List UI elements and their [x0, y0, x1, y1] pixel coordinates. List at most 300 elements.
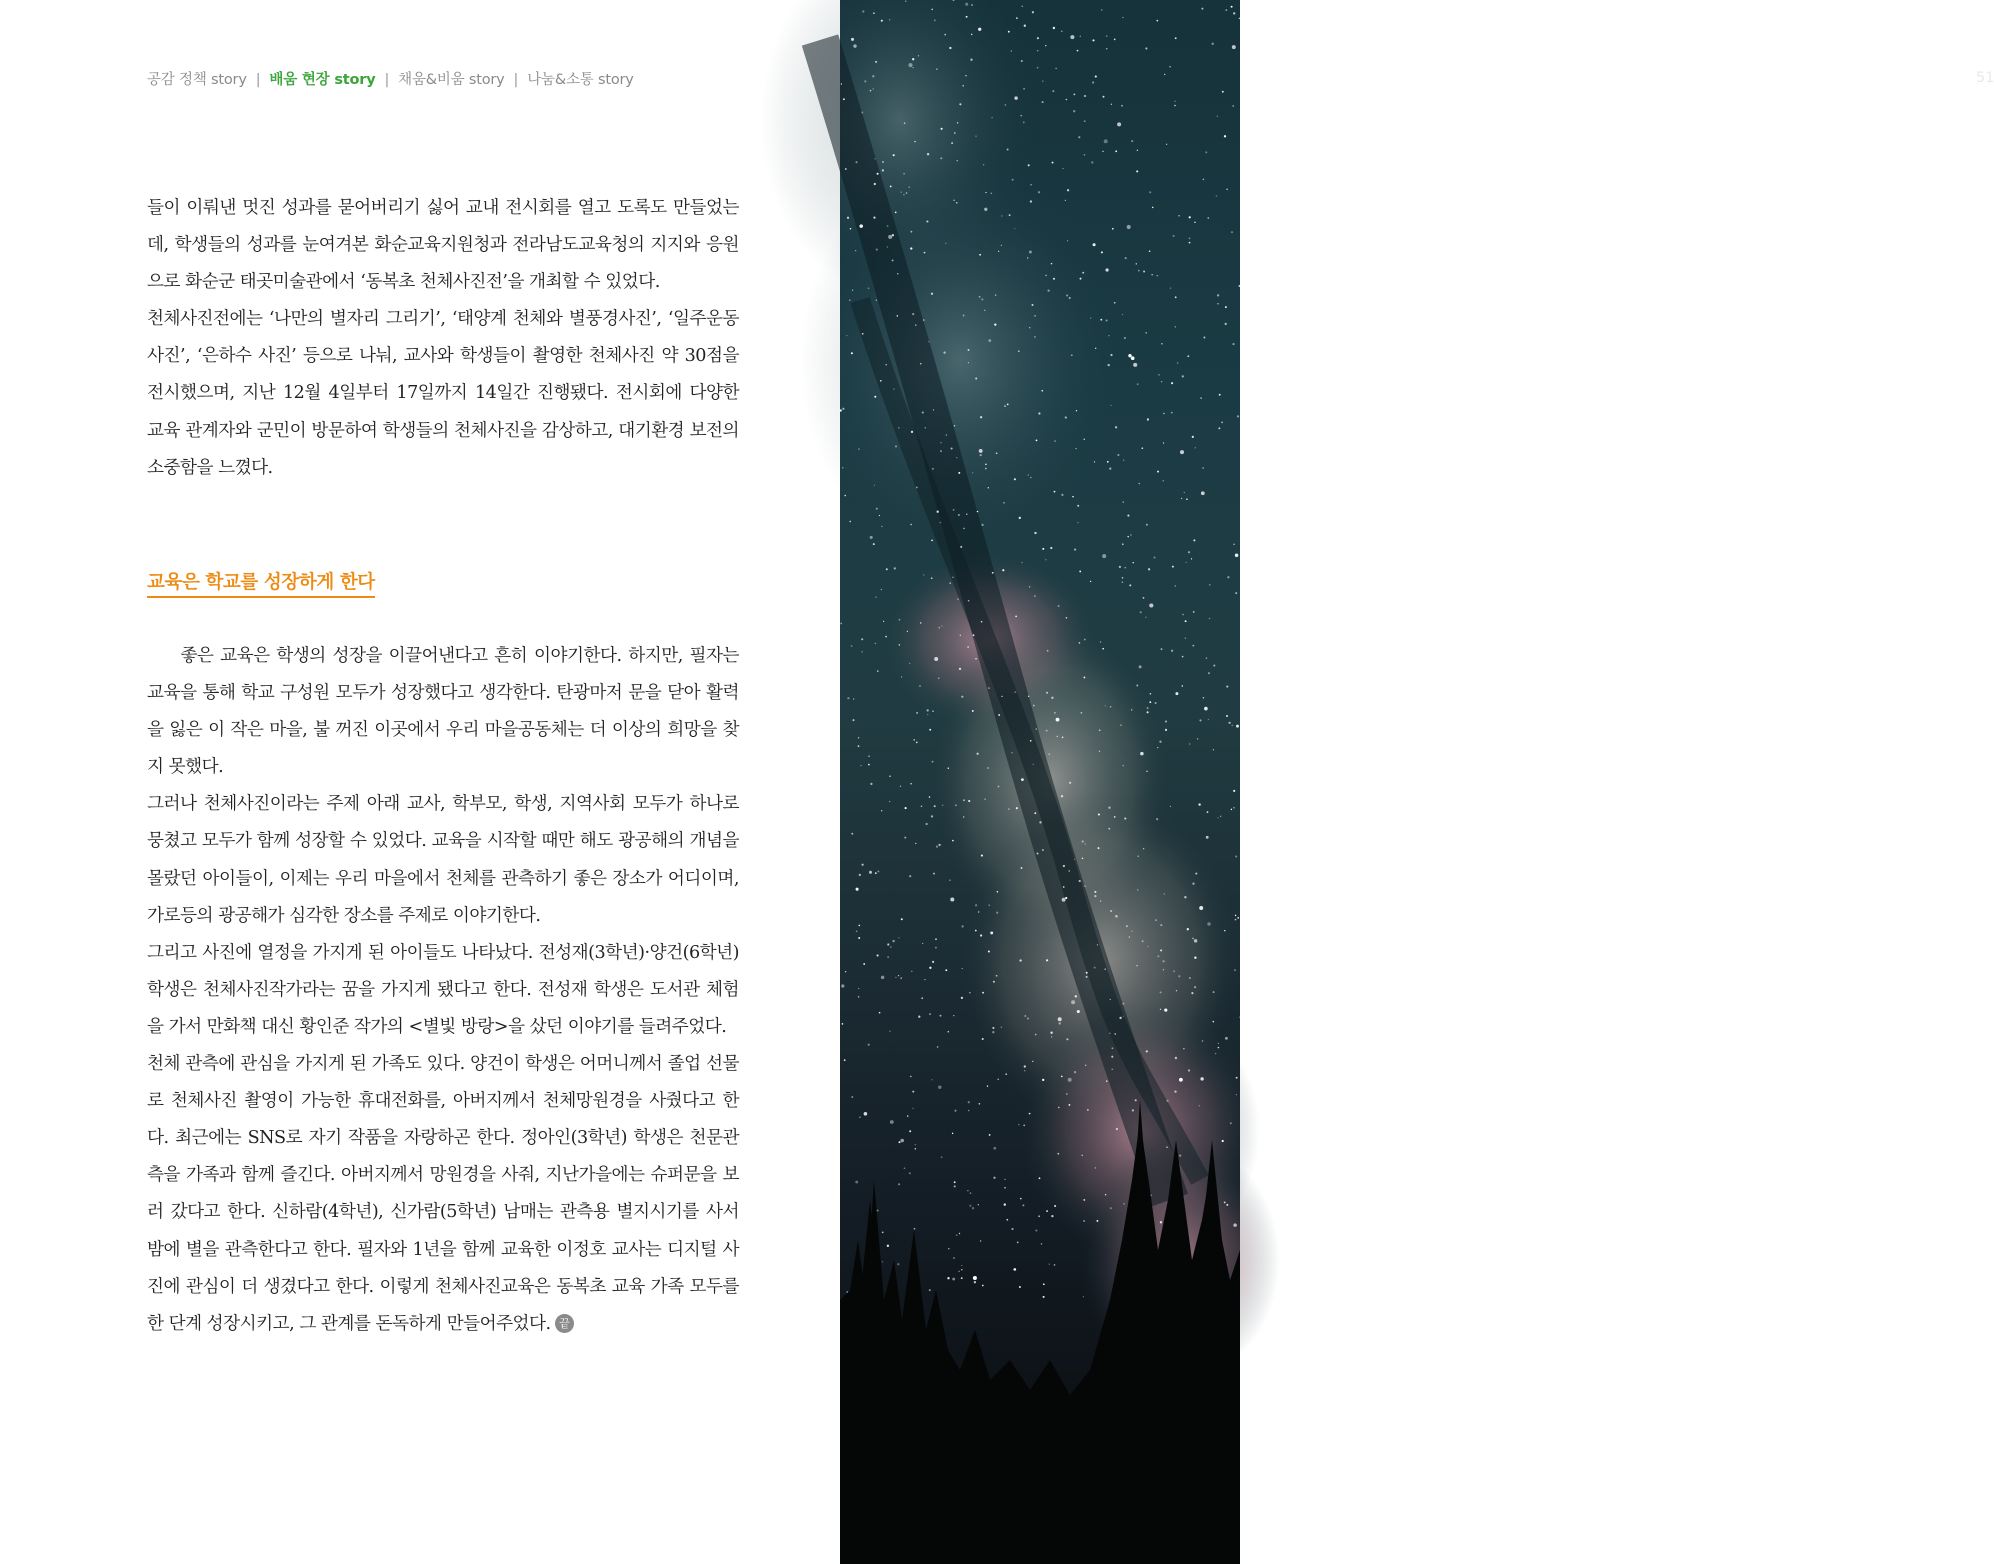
star [1022, 1204, 1024, 1206]
star [1030, 740, 1032, 742]
star [855, 161, 857, 163]
star [895, 977, 896, 978]
star [1083, 1199, 1085, 1201]
star [1057, 1153, 1059, 1155]
star [893, 154, 895, 156]
star [1072, 496, 1074, 498]
star [1030, 184, 1032, 186]
star [1062, 898, 1066, 902]
star [1104, 139, 1108, 143]
star [1084, 154, 1086, 156]
star [1054, 491, 1056, 493]
star [967, 646, 969, 648]
star [1033, 705, 1035, 707]
section-heading: 교육은 학교를 성장하게 한다 [147, 568, 375, 598]
star [1016, 807, 1018, 809]
star [1004, 1179, 1006, 1181]
star [1237, 415, 1239, 417]
star [1236, 1077, 1238, 1079]
star [1043, 1283, 1045, 1285]
star [1194, 222, 1195, 223]
star [938, 1085, 941, 1088]
star [875, 872, 877, 874]
star [1106, 1080, 1107, 1081]
star [1036, 440, 1038, 442]
star [1189, 242, 1191, 244]
star [945, 969, 947, 971]
star [898, 427, 900, 429]
star [1179, 1155, 1181, 1157]
star [1128, 354, 1131, 357]
star [1068, 1078, 1072, 1082]
star [1162, 960, 1164, 962]
star [1197, 738, 1198, 739]
star [1150, 693, 1152, 695]
star [1120, 724, 1121, 725]
star [1218, 1047, 1219, 1048]
star [1055, 68, 1056, 69]
star [862, 333, 864, 335]
star [960, 635, 961, 636]
star [998, 251, 999, 252]
star [932, 761, 934, 763]
star [1202, 1040, 1204, 1042]
star [909, 875, 911, 877]
star [1232, 725, 1233, 726]
milky-way-image [840, 0, 1240, 1564]
star [1194, 957, 1196, 959]
star [870, 536, 873, 539]
star [984, 310, 985, 311]
star [1213, 991, 1215, 993]
star [872, 75, 874, 77]
star [851, 1096, 853, 1098]
star [1054, 440, 1055, 441]
star [940, 1015, 942, 1017]
star [1131, 356, 1135, 360]
star [1125, 257, 1127, 259]
star [934, 19, 936, 21]
star [873, 12, 875, 14]
star [861, 638, 863, 640]
star [1163, 413, 1164, 414]
star [960, 546, 962, 548]
star [868, 1044, 870, 1046]
star [1028, 474, 1029, 475]
star [1038, 412, 1040, 414]
star [1047, 289, 1049, 291]
star [901, 192, 902, 193]
star [956, 457, 957, 458]
star [996, 912, 998, 914]
star [876, 249, 878, 251]
star [933, 409, 934, 410]
star [1161, 648, 1163, 650]
star [1069, 297, 1071, 299]
star [1224, 135, 1226, 137]
star [877, 670, 878, 671]
star [889, 801, 890, 802]
star [980, 1240, 981, 1241]
star [1094, 461, 1095, 462]
star [1077, 50, 1079, 52]
star [1212, 43, 1214, 45]
star [851, 645, 853, 647]
star [916, 486, 918, 488]
star [1029, 327, 1030, 328]
star [953, 1015, 954, 1016]
star [1066, 99, 1068, 101]
star [941, 128, 943, 130]
star [858, 448, 860, 450]
star [1066, 295, 1068, 297]
star [864, 1112, 868, 1116]
star [1024, 1015, 1026, 1017]
star [936, 69, 937, 70]
star [1011, 50, 1012, 51]
star [1014, 228, 1015, 229]
star [1170, 287, 1171, 288]
star [898, 975, 899, 976]
star [961, 1277, 963, 1279]
star [1221, 422, 1223, 424]
star [901, 918, 903, 920]
star [993, 1177, 995, 1179]
page-number: 51 [1976, 70, 1994, 86]
star [856, 888, 859, 891]
star [1143, 270, 1145, 272]
star [1094, 895, 1096, 897]
star [1157, 275, 1159, 277]
star [881, 589, 882, 590]
star [1062, 168, 1063, 169]
star [918, 1016, 920, 1018]
star [1189, 977, 1191, 979]
star [1181, 498, 1182, 499]
star [869, 871, 872, 874]
star [1011, 752, 1012, 753]
star [944, 34, 946, 36]
star [927, 709, 929, 711]
star [1058, 605, 1060, 607]
star [1116, 1128, 1118, 1130]
star [912, 58, 914, 60]
star [1160, 949, 1162, 951]
star [1037, 37, 1039, 39]
star [1185, 620, 1187, 622]
star [1007, 404, 1009, 406]
paragraph: 들이 이뤄낸 멋진 성과를 묻어버리기 싫어 교내 전시회를 열고 도록도 만들었는데, 학생들의 성과를 눈여겨본 화순교육지원청과 전라남도교육청의 지지와 응원으로 화순군 태곳미술관에서 ‘동복초 천체사진전’을 개최할 수 있었다. [147, 198, 739, 293]
star [1119, 1017, 1121, 1019]
star [916, 742, 918, 744]
star [1111, 1056, 1113, 1058]
star [1053, 27, 1055, 29]
star [1151, 274, 1152, 275]
star [1235, 855, 1237, 857]
star [1122, 577, 1123, 578]
star [892, 259, 894, 261]
star [985, 468, 987, 470]
star [856, 930, 858, 932]
star [915, 324, 916, 325]
star [963, 816, 964, 817]
star [1056, 718, 1060, 722]
star [1145, 332, 1147, 334]
star [889, 19, 890, 20]
star [1166, 144, 1167, 145]
star [1051, 1036, 1052, 1037]
star [949, 582, 951, 584]
star [1137, 383, 1139, 385]
star [1114, 816, 1116, 818]
star [1235, 592, 1237, 594]
star [1001, 215, 1002, 216]
star [1115, 426, 1117, 428]
star [923, 319, 925, 321]
star [1220, 816, 1221, 817]
star [1147, 711, 1149, 713]
star [864, 80, 866, 82]
star [1110, 1207, 1112, 1209]
star [1182, 375, 1184, 377]
star [933, 873, 935, 875]
star [858, 996, 859, 997]
star [1157, 955, 1159, 957]
star [1061, 795, 1063, 797]
star [908, 186, 909, 187]
star [953, 509, 955, 511]
star [1184, 896, 1186, 898]
star [962, 85, 964, 87]
star [992, 572, 994, 574]
star [956, 1235, 957, 1236]
star [890, 1120, 894, 1124]
star [1158, 374, 1159, 375]
star [1085, 1065, 1086, 1066]
star [925, 823, 927, 825]
star [1194, 939, 1197, 942]
star [840, 409, 842, 411]
star [1188, 1069, 1190, 1071]
star [1165, 729, 1167, 731]
star [1164, 893, 1165, 894]
star [1198, 803, 1200, 805]
star [897, 1263, 899, 1265]
star [969, 1205, 971, 1207]
star [961, 997, 963, 999]
star [877, 173, 879, 175]
star [1012, 179, 1014, 181]
star [992, 1031, 994, 1033]
star [1231, 231, 1233, 233]
star [991, 117, 992, 118]
star [1199, 1105, 1200, 1106]
star [970, 1192, 972, 1194]
star [939, 627, 940, 628]
star [952, 1133, 953, 1134]
star [921, 997, 923, 999]
star [1068, 870, 1069, 871]
star [1155, 702, 1157, 704]
star [1123, 1016, 1124, 1017]
star [1020, 115, 1021, 116]
star [1228, 722, 1230, 724]
star [847, 217, 849, 219]
star [883, 621, 884, 622]
star [979, 296, 981, 298]
star [903, 194, 904, 195]
star [1084, 639, 1086, 641]
star [897, 315, 899, 317]
star [1028, 696, 1029, 697]
star [1204, 707, 1208, 711]
star [1191, 992, 1193, 994]
star [1077, 522, 1078, 523]
star [1136, 965, 1137, 966]
star [842, 1023, 844, 1025]
star [1145, 617, 1146, 618]
star [988, 687, 990, 689]
star [921, 806, 923, 808]
star [1074, 94, 1076, 96]
star [874, 485, 875, 486]
star [1038, 1215, 1040, 1217]
star [1175, 692, 1178, 695]
star [981, 621, 983, 623]
star [914, 1228, 916, 1230]
star [1003, 502, 1004, 503]
star [980, 454, 982, 456]
star [1063, 886, 1065, 888]
star [1147, 946, 1148, 947]
star [1043, 1296, 1045, 1298]
star [1032, 11, 1034, 13]
star [1029, 1113, 1031, 1115]
star [845, 168, 847, 170]
star [998, 786, 1000, 788]
star [1149, 250, 1151, 252]
star [927, 153, 929, 155]
star [948, 1031, 950, 1033]
star [1127, 515, 1129, 517]
star [1041, 1243, 1043, 1245]
star [1126, 925, 1128, 927]
star [1213, 1021, 1215, 1023]
star [1177, 362, 1179, 364]
star [1041, 390, 1043, 392]
star [1039, 1177, 1041, 1179]
star [1216, 195, 1217, 196]
star [887, 1245, 889, 1247]
star [1039, 821, 1041, 823]
star [1222, 91, 1224, 93]
star [911, 431, 913, 433]
star [855, 1181, 858, 1184]
star [931, 293, 933, 295]
star [1175, 1057, 1177, 1059]
star [885, 636, 887, 638]
star [1160, 924, 1162, 926]
star [1030, 477, 1032, 479]
star [1108, 364, 1110, 366]
star [1182, 685, 1183, 686]
nav-item-policy[interactable]: 공감 정책 story [147, 72, 247, 88]
star [951, 142, 953, 144]
star [929, 1013, 930, 1014]
star [1189, 216, 1191, 218]
nav-separator: | [255, 72, 261, 88]
star [901, 676, 902, 677]
star [1065, 200, 1066, 201]
star [920, 622, 922, 624]
star [1136, 170, 1138, 172]
star [1110, 999, 1111, 1000]
star [862, 864, 864, 866]
star [1075, 995, 1077, 997]
star [1014, 478, 1016, 480]
nav-item-share-communicate[interactable]: 나눔&소통 story [527, 72, 634, 88]
star [1065, 897, 1067, 899]
star [1035, 1229, 1037, 1231]
star [841, 984, 844, 987]
star [1124, 817, 1126, 819]
star [1149, 603, 1153, 607]
star [1058, 1107, 1059, 1108]
star [1071, 1000, 1075, 1004]
star [1200, 397, 1201, 398]
star [1176, 990, 1177, 991]
star [959, 668, 961, 670]
star [929, 967, 931, 969]
star [1129, 584, 1131, 586]
star [1136, 263, 1137, 264]
star [1122, 581, 1124, 583]
star [1042, 101, 1044, 103]
star [981, 524, 983, 526]
star [1232, 45, 1236, 49]
star [924, 979, 925, 980]
star [995, 294, 996, 295]
star [1031, 304, 1033, 306]
star [1099, 751, 1100, 752]
star [1174, 1090, 1176, 1092]
article-block-2 [147, 638, 739, 1343]
star [920, 363, 922, 365]
star [1106, 319, 1108, 321]
nav-item-fill-empty[interactable]: 채움&비움 story [398, 72, 505, 88]
star [1140, 611, 1142, 613]
nav-item-learning-field[interactable]: 배움 현장 story [269, 72, 376, 88]
star [1235, 554, 1239, 558]
star [918, 55, 919, 56]
star [1230, 1122, 1232, 1124]
star [925, 427, 927, 429]
star [1166, 1147, 1167, 1148]
star [868, 764, 870, 766]
star [1200, 1077, 1203, 1080]
star [940, 450, 942, 452]
star [1153, 556, 1155, 558]
star [849, 299, 850, 300]
star [1148, 568, 1150, 570]
star [1051, 1215, 1053, 1217]
star [952, 577, 954, 579]
star [1096, 1220, 1098, 1222]
star [1051, 697, 1053, 699]
star [882, 161, 884, 163]
star [1129, 936, 1130, 937]
star [905, 807, 907, 809]
